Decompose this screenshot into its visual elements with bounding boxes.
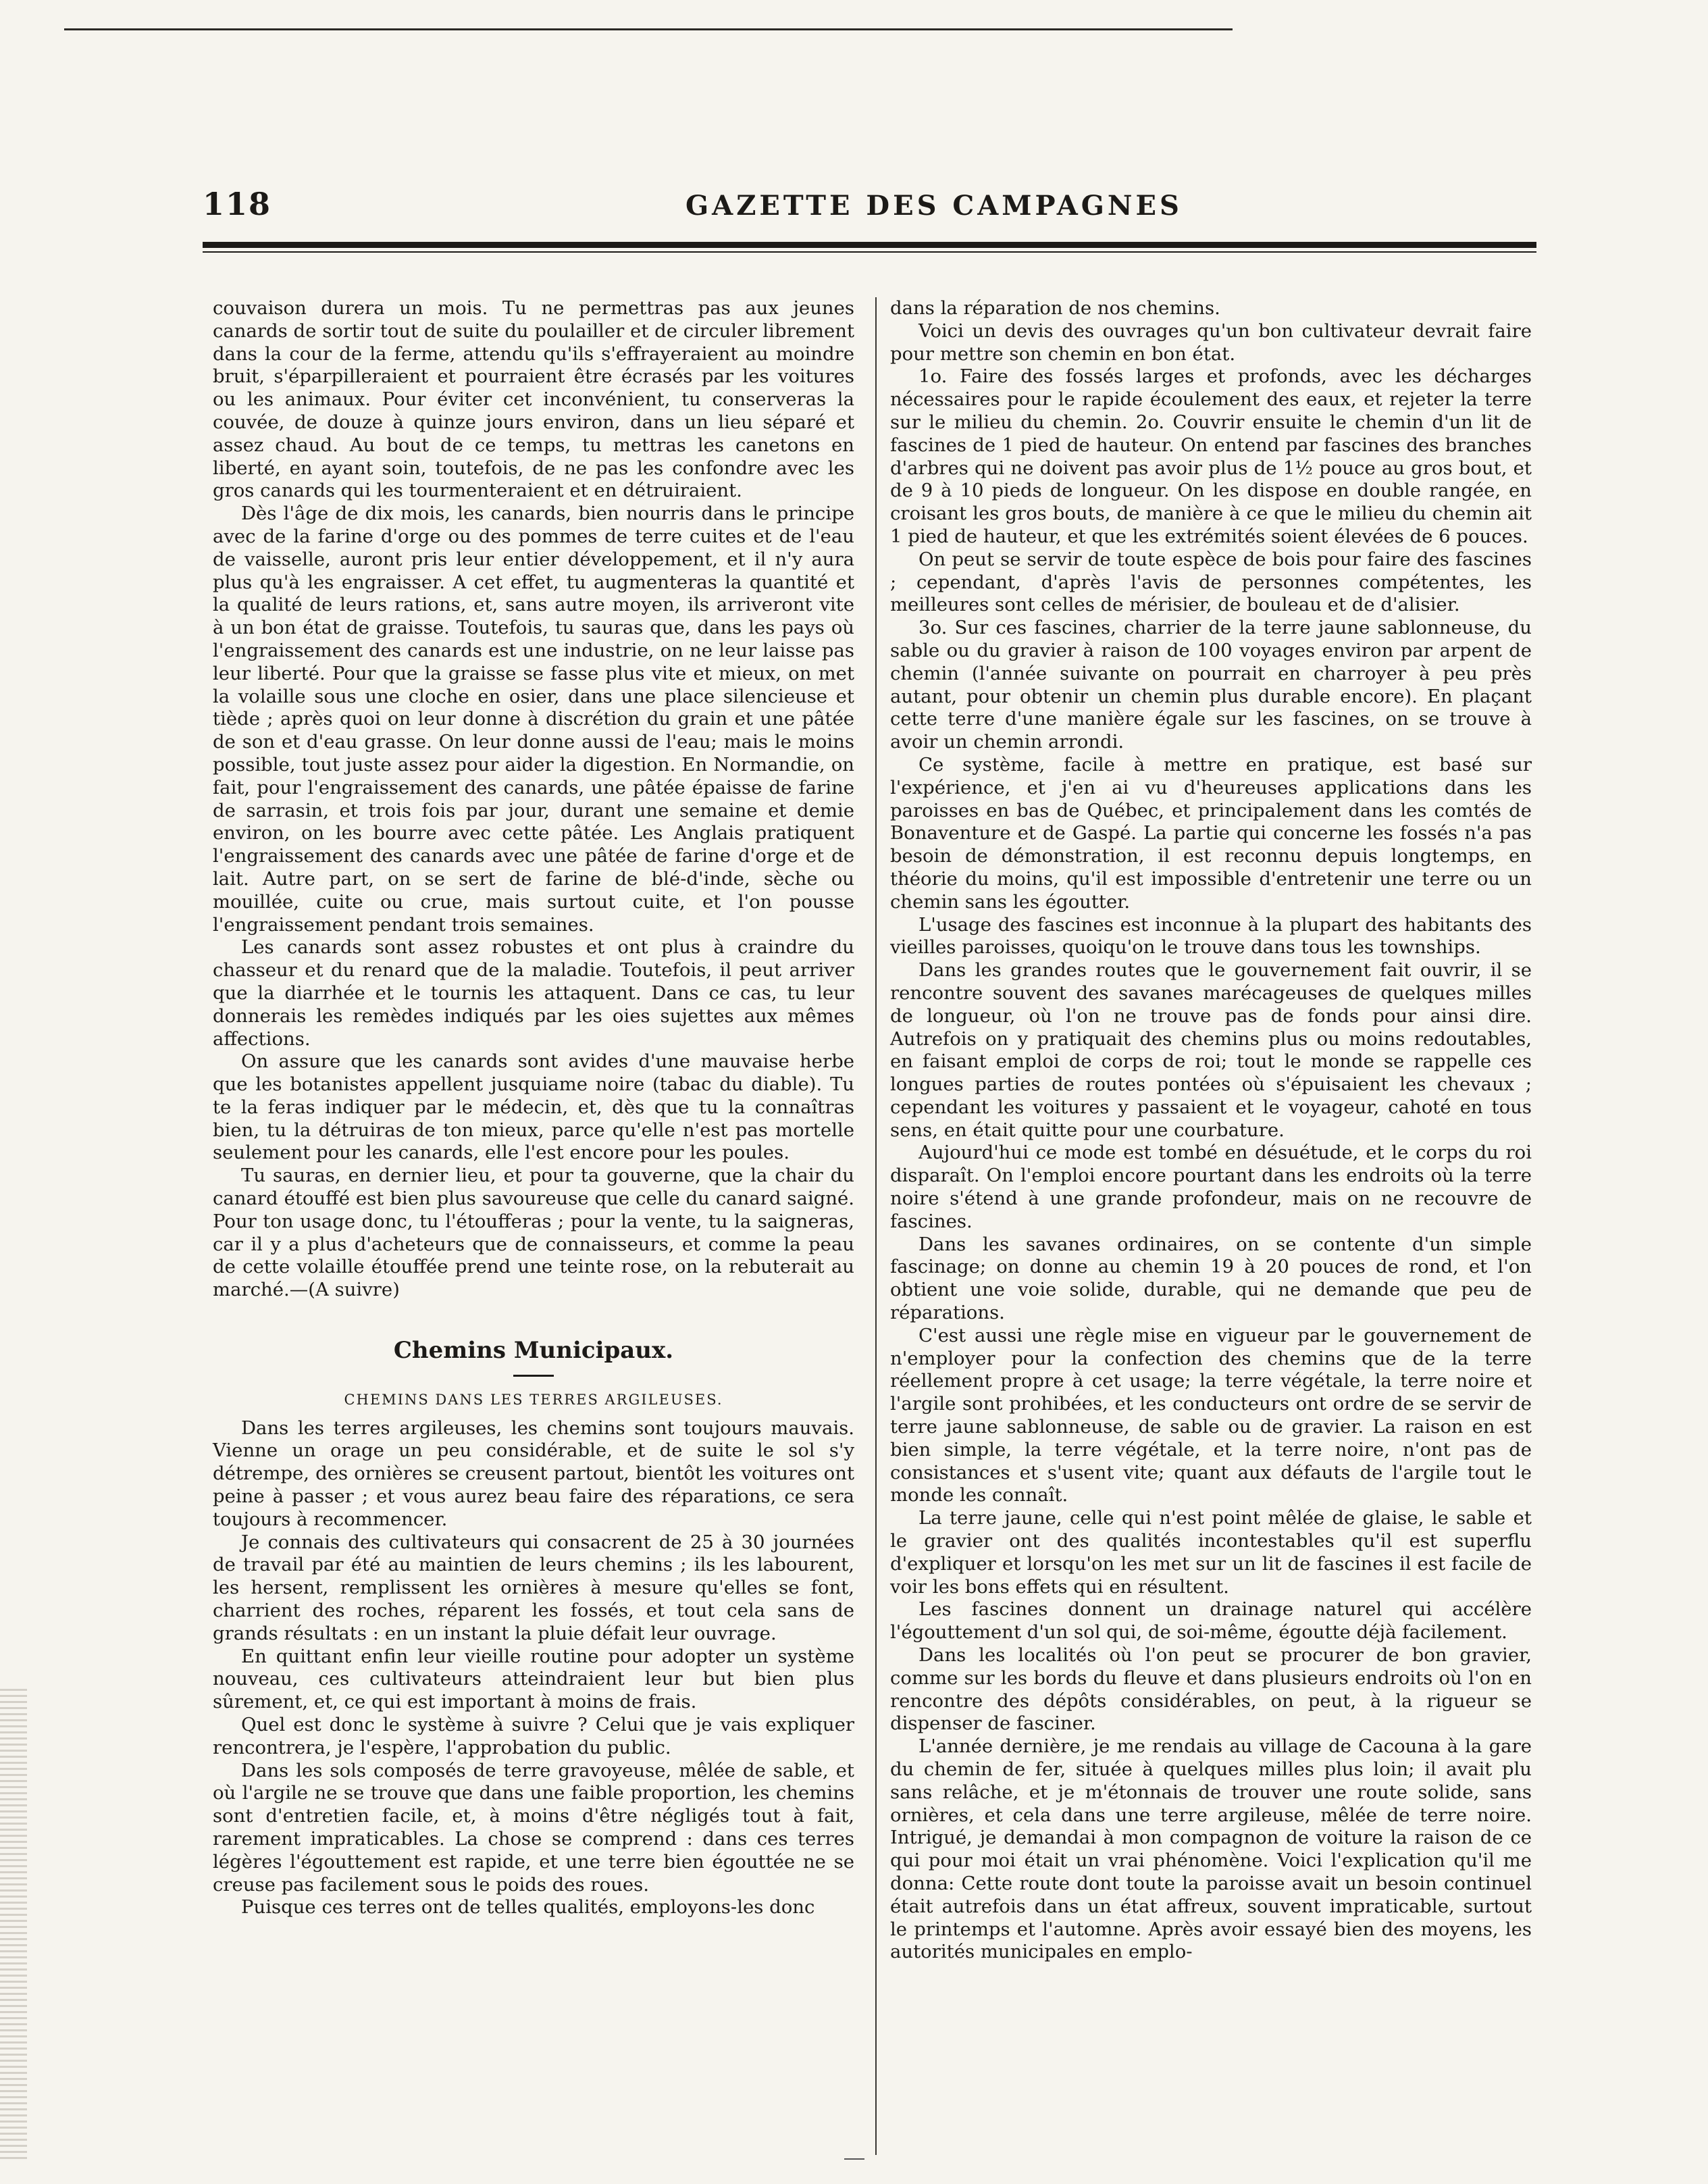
section-title: Chemins Municipaux. <box>393 1337 674 1365</box>
paragraph: L'usage des fascines est inconnue à la plupart des habitants des vieilles paroisses, quoiqu'on le trouve dans tous les townships. <box>890 913 1532 959</box>
masthead: GAZETTE DES CAMPAGNES <box>685 190 1183 222</box>
header-rule-thin <box>203 251 1536 253</box>
paragraph: Dans les sols composés de terre gravoyeuse, mêlée de sable, et où l'argile ne se trouve que dans une faible proportion, les chemins sont d'entretien facile, et, à moins d'être négligés tout à fait, rarement impraticables. La chose se comprend : dans ces terres légères l'égouttement est rapide, et une terre bien égouttée ne se creuse pas facilement sous le poids des roues. <box>213 1759 854 1896</box>
paragraph: Dans les localités où l'on peut se procurer de bon gravier, comme sur les bords du fleuve et dans plusieurs endroits où l'on en rencontre des dépôts considérables, on peut, à la rigueur se dispenser de fasciner. <box>890 1644 1532 1735</box>
paragraph: En quittant enfin leur vieille routine pour adopter un système nouveau, ces cultivateurs atteindraient leur but bien plus sûrement, et, ce qui est important à moins de frais. <box>213 1645 854 1713</box>
paragraph: 3o. Sur ces fascines, charrier de la terre jaune sablonneuse, du sable ou du gravier à raison de 100 voyages environ par arpent de chemin (l'année suivante on pourrait en charroyer à peu près autant, pour obtenir un chemin plus durable encore). En plaçant cette terre d'une manière égale sur les fascines, on se trouve à avoir un chemin arrondi. <box>890 617 1532 753</box>
section-subtitle: CHEMINS DANS LES TERRES ARGILEUSES. <box>344 1391 723 1408</box>
page-header <box>203 186 1540 233</box>
paragraph: C'est aussi une règle mise en vigueur par le gouvernement de n'employer pour la confection des chemins que de la terre réellement propre à cet usage; la terre végétale, la terre noire et l'argile sont prohibées, et les conducteurs ont ordre de se servir de terre jaune sablonneuse, de sable ou de gravier. La raison en est bien simple, la terre végétale, et la terre noire, n'ont pas de consistances et s'usent vite; quant aux défauts de l'argile tout le monde les connaît. <box>890 1324 1532 1506</box>
paragraph: Quel est donc le système à suivre ? Celui que je vais expliquer rencontrera, je l'espère, l'approbation du public. <box>213 1714 854 1758</box>
paragraph: couvaison durera un mois. Tu ne permettras pas aux jeunes canards de sortir tout de suite du poulailler et de circuler librement dans la cour de la ferme, attendu qu'ils s'effrayeraient au moindre bruit, s'éparpilleraient et pourraient être écrasés par les voitures ou les animaux. Pour éviter cet inconvénient, tu conserveras la couvée, de douze à quinze jours environ, dans un lieu séparé et assez chaud. Au bout de ce temps, tu mettras les canetons en liberté, en ayant soin, toutefois, de ne pas les confondre avec les gros canards qui les tourmenteraient et en détruiraient. <box>213 297 854 502</box>
paragraph: Dès l'âge de dix mois, les canards, bien nourris dans le principe avec de la farine d'orge ou des pommes de terre cuites et de l'eau de vaisselle, auront pris leur entier développement, et il n'y aura plus qu'à les engraisser. A cet effet, tu augmenteras la quantité et la qualité de leurs rations, et, sans autre moyen, ils arriveront vite à un bon état de graisse. Toutefois, tu sauras que, dans les pays où l'engraissement des canards est une industrie, on ne leur laisse pas leur liberté. Pour que la graisse se fasse plus vite et mieux, on met la volaille sous une cloche en osier, dans une place silencieuse et tiède ; après quoi on leur donne à discrétion du grain et une pâtée de son et d'eau grasse. On leur donne aussi de l'eau; mais le moins possible, tout juste assez pour aider la digestion. En Normandie, on fait, pour l'engraissement des canards, une pâtée épaisse de farine de sarrasin, et trois fois par jour, durant une semaine et demie environ, on les bourre avec cette pâtée. Les Anglais pratiquent l'engraissement des canards avec une pâtée de farine d'orge et de lait. Autre part, on se sert de farine de blé-d'inde, sèche ou mouillée, cuite ou crue, mais surtout cuite, et l'on pousse l'engraissement pendant trois semaines. <box>213 503 854 936</box>
paragraph: Les fascines donnent un drainage naturel qui accélère l'égouttement d'un sol qui, de soi-même, égoutte déjà facilement. <box>890 1598 1532 1644</box>
title-divider <box>513 1375 554 1377</box>
paragraph: Dans les grandes routes que le gouvernement fait ouvrir, il se rencontre souvent des savanes marécageuses de quelques milles de longueur, où l'on ne trouve pas de fonds pour ainsi dire. Autrefois on y pratiquait des chemins plus ou moins redoutables, en faisant emploi de corps de roi; tout le monde se rappelle ces longues parties de routes pontées où s'épuisaient les chevaux ; cependant les voitures y passaient et le voyageur, cahoté en tous sens, en était quitte pour une courbature. <box>890 959 1532 1141</box>
paragraph: Aujourd'hui ce mode est tombé en désuétude, et le corps du roi disparaît. On l'emploi encore pourtant dans les endroits où la terre noire s'étend à une grande profondeur, mais on ne recouvre de fascines. <box>890 1142 1532 1232</box>
paragraph: On peut se servir de toute espèce de bois pour faire des fascines ; cependant, d'après l'avis de personnes compétentes, les meilleures sont celles de mérisier, de bouleau et de d'alisier. <box>890 548 1532 616</box>
paragraph: L'année dernière, je me rendais au village de Cacouna à la gare du chemin de fer, située à quelques milles plus loin; il avait plu sans relâche, et je m'étonnais de trouver une route solide, sans ornières, et cela dans une terre argileuse, mêlée de terre noire. Intrigué, je demandai à mon compagnon de voiture la raison de ce qui pour moi était un vrai phénomène. Voici l'explication qu'il me donna: Cette route dont toute la paroisse avait un besoin continuel était autrefois dans un état affreux, souvent impraticable, surtout le printemps et l'automne. Après avoir essayé bien des moyens, les autorités municipales en emplo- <box>890 1735 1532 1963</box>
paragraph: 1o. Faire des fossés larges et profonds, avec les décharges nécessaires pour le rapide écoulement des eaux, et rejeter la terre sur le milieu du chemin. 2o. Couvrir ensuite le chemin d'un lit de fascines de 1 pied de hauteur. On entend par fascines des branches d'arbres qui ne doivent pas avoir plus de 1½ pouce au gros bout, et de 9 à 10 pieds de longueur. On les dispose en double rangée, en croisant les gros bouts, de manière à ce que le milieu du chemin ait 1 pied de hauteur, et que les extrémités soient élevées de 6 pouces. <box>890 365 1532 547</box>
paragraph: Dans les terres argileuses, les chemins sont toujours mauvais. Vienne un orage un peu considérable, et de suite le sol s'y détrempe, des ornières se creusent partout, bientôt les voitures ont peine à passer ; et vous aurez beau faire des réparations, ce sera toujours à recommencer. <box>213 1417 854 1530</box>
paragraph: Voici un devis des ouvrages qu'un bon cultivateur devrait faire pour mettre son chemin en bon état. <box>890 320 1532 365</box>
page-number: 118 <box>203 186 272 222</box>
top-rule <box>64 28 1233 30</box>
paragraph: On assure que les canards sont avides d'une mauvaise herbe que les botanistes appellent jusquiame noire (tabac du diable). Tu te la feras indiquer par le médecin, et, dès que tu la connaîtras bien, tu la détruiras de ton mieux, parce qu'elle n'est pas mortelle seulement pour les canards, elle l'est encore pour les poules. <box>213 1050 854 1164</box>
paragraph: Tu sauras, en dernier lieu, et pour ta gouverne, que la chair du canard étouffé est bien plus savoureuse que celle du canard saigné. Pour ton usage donc, tu l'étoufferas ; pour la vente, tu la saigneras, car il y a plus d'acheteurs que de connaisseurs, et comme la peau de cette volaille étouffée prend une teinte rose, on la rebuterait au marché.—(A suivre) <box>213 1165 854 1301</box>
paragraph: La terre jaune, celle qui n'est point mêlée de glaise, le sable et le gravier ont des qualités incontestables qu'il est superflu d'expliquer et lorsqu'on les met sur un lit de fascines il est facile de voir les bons effets qui en résultent. <box>890 1507 1532 1598</box>
header-rule-thick <box>203 242 1536 248</box>
right-column <box>890 297 1532 1964</box>
paragraph: Puisque ces terres ont de telles qualités, employons-les donc <box>241 1896 815 1919</box>
column-divider <box>875 297 877 2155</box>
footer-mark <box>844 2158 864 2160</box>
left-column <box>213 297 854 1919</box>
paragraph: dans la réparation de nos chemins. <box>890 297 1220 319</box>
paragraph: Je connais des cultivateurs qui consacrent de 25 à 30 journées de travail par été au maintien de leurs chemins ; ils les labourent, les hersent, remplissent les ornières à mesure qu'elles se font, charrient des roches, réparent les fossés, et tout cela sans de grands résultats : en un instant la pluie défait leur ouvrage. <box>213 1531 854 1644</box>
scan-edge-artifact <box>0 1689 27 2162</box>
paragraph: Les canards sont assez robustes et ont plus à craindre du chasseur et du renard que de la maladie. Toutefois, il peut arriver que la diarrhée et le tournis les attaquent. Dans ce cas, tu leur donnerais les remèdes indiqués par les oies sujettes aux mêmes affections. <box>213 936 854 1050</box>
paragraph: Dans les savanes ordinaires, on se contente d'un simple fascinage; on donne au chemin 19 à 20 pouces de rond, et l'on obtient une voie solide, durable, qui ne demande que peu de réparations. <box>890 1233 1532 1324</box>
paragraph: Ce système, facile à mettre en pratique, est basé sur l'expérience, et j'en ai vu d'heureuses applications dans les paroisses en bas de Québec, et principalement dans les comtés de Bonaventure et de Gaspé. La partie qui concerne les fossés n'a pas besoin de démonstration, il est reconnu depuis longtemps, en théorie du moins, qu'il est impossible d'entretenir une terre ou un chemin sans les égoutter. <box>890 753 1532 913</box>
